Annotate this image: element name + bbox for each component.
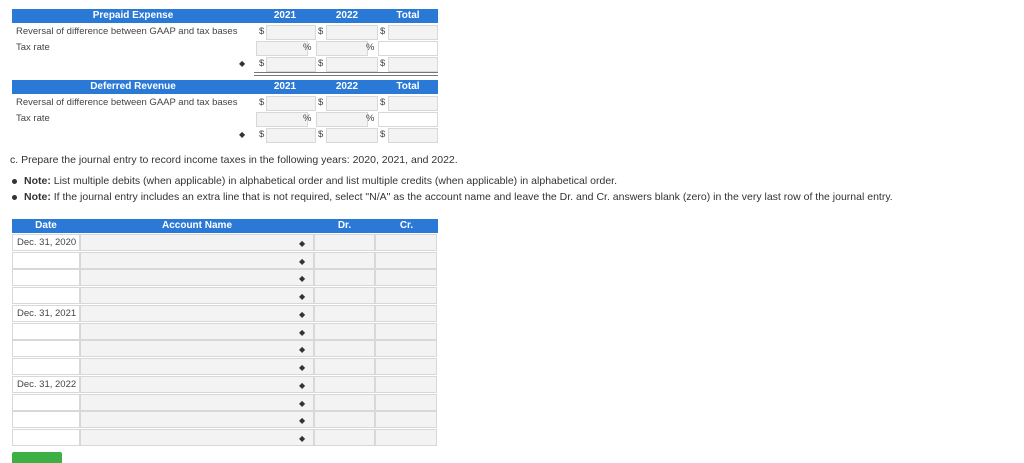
deferred-row2-label: Tax rate bbox=[16, 113, 50, 124]
deferred-row1-label: Reversal of difference between GAAP and tax bases bbox=[16, 97, 238, 108]
dollar-sign: $ bbox=[380, 58, 386, 69]
journal-date: Dec. 31, 2020 bbox=[17, 237, 77, 248]
journal-date-cell bbox=[12, 429, 80, 446]
debit-input[interactable] bbox=[314, 340, 375, 357]
deferred-col-2021: 2021 bbox=[254, 80, 316, 94]
debit-input[interactable] bbox=[314, 323, 375, 340]
prepaid-col-total: Total bbox=[378, 9, 438, 23]
deferred-rate-2022-input[interactable] bbox=[316, 112, 368, 127]
dollar-sign: $ bbox=[380, 97, 386, 108]
journal-date-cell bbox=[12, 358, 80, 375]
account-name-select[interactable] bbox=[80, 323, 314, 340]
journal-date-cell bbox=[12, 234, 80, 251]
deferred-col-2022: 2022 bbox=[316, 80, 378, 94]
credit-input[interactable] bbox=[375, 252, 437, 269]
percent-sign: % bbox=[366, 42, 375, 53]
journal-row bbox=[12, 394, 437, 411]
journal-col-date: Date bbox=[12, 219, 80, 233]
journal-date-cell bbox=[12, 287, 80, 304]
percent-sign: % bbox=[303, 42, 312, 53]
journal-row bbox=[12, 234, 437, 251]
debit-input[interactable] bbox=[314, 358, 375, 375]
sort-arrows-icon[interactable]: ◆ bbox=[299, 416, 306, 425]
sort-arrows-icon[interactable]: ◆ bbox=[299, 381, 306, 390]
note-2-label: Note: bbox=[24, 191, 51, 203]
prepaid-header: Prepaid Expense bbox=[12, 9, 254, 23]
sort-arrows-icon[interactable]: ◆ bbox=[299, 328, 306, 337]
dollar-sign: $ bbox=[318, 129, 324, 140]
credit-input[interactable] bbox=[375, 305, 437, 322]
note-2 bbox=[12, 191, 893, 203]
prepaid-tax-2022-input[interactable] bbox=[326, 57, 378, 72]
deferred-rate-2021-input[interactable] bbox=[256, 112, 308, 127]
sort-arrows-icon[interactable]: ◆ bbox=[299, 434, 306, 443]
prepaid-col-2022: 2022 bbox=[316, 9, 378, 23]
bullet-icon bbox=[12, 195, 17, 200]
account-name-select[interactable] bbox=[80, 234, 314, 251]
part-c-instruction: c. Prepare the journal entry to record income taxes in the following years: 2020, 2021, and 2022. bbox=[10, 154, 458, 166]
debit-input[interactable] bbox=[314, 376, 375, 393]
dollar-sign: $ bbox=[318, 97, 324, 108]
dollar-sign: $ bbox=[380, 26, 386, 37]
account-name-select[interactable] bbox=[80, 358, 314, 375]
credit-input[interactable] bbox=[375, 323, 437, 340]
debit-input[interactable] bbox=[314, 287, 375, 304]
sort-arrows-icon[interactable]: ◆ bbox=[239, 130, 246, 139]
prepaid-rate-2021-input[interactable] bbox=[256, 41, 308, 56]
account-name-select[interactable] bbox=[80, 287, 314, 304]
prepaid-col-2021: 2021 bbox=[254, 9, 316, 23]
debit-input[interactable] bbox=[314, 234, 375, 251]
prepaid-rate-total-cell bbox=[378, 41, 438, 56]
credit-input[interactable] bbox=[375, 340, 437, 357]
prepaid-rate-2022-input[interactable] bbox=[316, 41, 368, 56]
journal-col-account: Account Name bbox=[80, 219, 314, 233]
debit-input[interactable] bbox=[314, 252, 375, 269]
bullet-icon bbox=[12, 179, 17, 184]
journal-row bbox=[12, 287, 437, 304]
debit-input[interactable] bbox=[314, 305, 375, 322]
sort-arrows-icon[interactable]: ◆ bbox=[299, 310, 306, 319]
sort-arrows-icon[interactable]: ◆ bbox=[299, 239, 306, 248]
dollar-sign: $ bbox=[380, 129, 386, 140]
journal-col-dr: Dr. bbox=[314, 219, 375, 233]
dollar-sign: $ bbox=[259, 58, 265, 69]
journal-date-cell bbox=[12, 394, 80, 411]
deferred-tax-2022-input[interactable] bbox=[326, 128, 378, 143]
sort-arrows-icon[interactable]: ◆ bbox=[299, 274, 306, 283]
deferred-tax-2021-input[interactable] bbox=[266, 128, 316, 143]
credit-input[interactable] bbox=[375, 376, 437, 393]
deferred-2021-input[interactable] bbox=[266, 96, 316, 111]
credit-input[interactable] bbox=[375, 358, 437, 375]
account-name-select[interactable] bbox=[80, 305, 314, 322]
account-name-select[interactable] bbox=[80, 340, 314, 357]
journal-row bbox=[12, 305, 437, 322]
prepaid-tax-2021-input[interactable] bbox=[266, 57, 316, 72]
deferred-rate-total-cell bbox=[378, 112, 438, 127]
total-double-underline bbox=[254, 72, 438, 76]
journal-row bbox=[12, 376, 437, 393]
prepaid-total-input[interactable] bbox=[388, 25, 438, 40]
prepaid-row2-label: Tax rate bbox=[16, 42, 50, 53]
journal-row bbox=[12, 340, 437, 357]
check-button[interactable] bbox=[12, 452, 62, 463]
note-1 bbox=[12, 175, 617, 187]
credit-input[interactable] bbox=[375, 411, 437, 428]
dollar-sign: $ bbox=[318, 26, 324, 37]
journal-row bbox=[12, 429, 437, 446]
prepaid-row1-label: Reversal of difference between GAAP and tax bases bbox=[16, 26, 238, 37]
credit-input[interactable] bbox=[375, 269, 437, 286]
debit-input[interactable] bbox=[314, 269, 375, 286]
credit-input[interactable] bbox=[375, 394, 437, 411]
account-name-select[interactable] bbox=[80, 411, 314, 428]
journal-date-cell bbox=[12, 305, 80, 322]
deferred-tax-total-input[interactable] bbox=[388, 128, 438, 143]
journal-date-cell bbox=[12, 411, 80, 428]
account-name-select[interactable] bbox=[80, 376, 314, 393]
sort-arrows-icon[interactable]: ◆ bbox=[239, 59, 246, 68]
dollar-sign: $ bbox=[259, 129, 265, 140]
dollar-sign: $ bbox=[318, 58, 324, 69]
sort-arrows-icon[interactable]: ◆ bbox=[299, 292, 306, 301]
credit-input[interactable] bbox=[375, 429, 437, 446]
prepaid-tax-total-input[interactable] bbox=[388, 57, 438, 72]
deferred-total-input[interactable] bbox=[388, 96, 438, 111]
journal-date: Dec. 31, 2021 bbox=[17, 308, 77, 319]
deferred-col-total: Total bbox=[378, 80, 438, 94]
journal-row bbox=[12, 323, 437, 340]
prepaid-2022-input[interactable] bbox=[326, 25, 378, 40]
journal-row bbox=[12, 411, 437, 428]
journal-row bbox=[12, 269, 437, 286]
debit-input[interactable] bbox=[314, 411, 375, 428]
journal-row bbox=[12, 252, 437, 269]
journal-date: Dec. 31, 2022 bbox=[17, 379, 77, 390]
percent-sign: % bbox=[366, 113, 375, 124]
dollar-sign: $ bbox=[259, 26, 265, 37]
debit-input[interactable] bbox=[314, 394, 375, 411]
account-name-select[interactable] bbox=[80, 269, 314, 286]
note-1-label: Note: bbox=[24, 175, 51, 187]
dollar-sign: $ bbox=[259, 97, 265, 108]
credit-input[interactable] bbox=[375, 234, 437, 251]
account-name-select[interactable] bbox=[80, 429, 314, 446]
deferred-2022-input[interactable] bbox=[326, 96, 378, 111]
account-name-select[interactable] bbox=[80, 252, 314, 269]
deferred-header: Deferred Revenue bbox=[12, 80, 254, 94]
note-1-text: List multiple debits (when applicable) in alphabetical order and list multiple credits (when applicable) in alphabetical order. bbox=[50, 175, 617, 187]
account-name-select[interactable] bbox=[80, 394, 314, 411]
journal-date-cell bbox=[12, 376, 80, 393]
credit-input[interactable] bbox=[375, 287, 437, 304]
sort-arrows-icon[interactable]: ◆ bbox=[299, 363, 306, 372]
debit-input[interactable] bbox=[314, 429, 375, 446]
percent-sign: % bbox=[303, 113, 312, 124]
journal-col-cr: Cr. bbox=[375, 219, 438, 233]
journal-date-cell bbox=[12, 269, 80, 286]
journal-date-cell bbox=[12, 340, 80, 357]
sort-arrows-icon[interactable]: ◆ bbox=[299, 345, 306, 354]
sort-arrows-icon[interactable]: ◆ bbox=[299, 399, 306, 408]
sort-arrows-icon[interactable]: ◆ bbox=[299, 257, 306, 266]
journal-date-cell bbox=[12, 323, 80, 340]
note-2-text: If the journal entry includes an extra line that is not required, select "N/A" as the account name and leave the Dr. and Cr. answers blank (zero) in the very last row of the journal entry. bbox=[50, 191, 893, 203]
journal-row bbox=[12, 358, 437, 375]
prepaid-2021-input[interactable] bbox=[266, 25, 316, 40]
journal-date-cell bbox=[12, 252, 80, 269]
